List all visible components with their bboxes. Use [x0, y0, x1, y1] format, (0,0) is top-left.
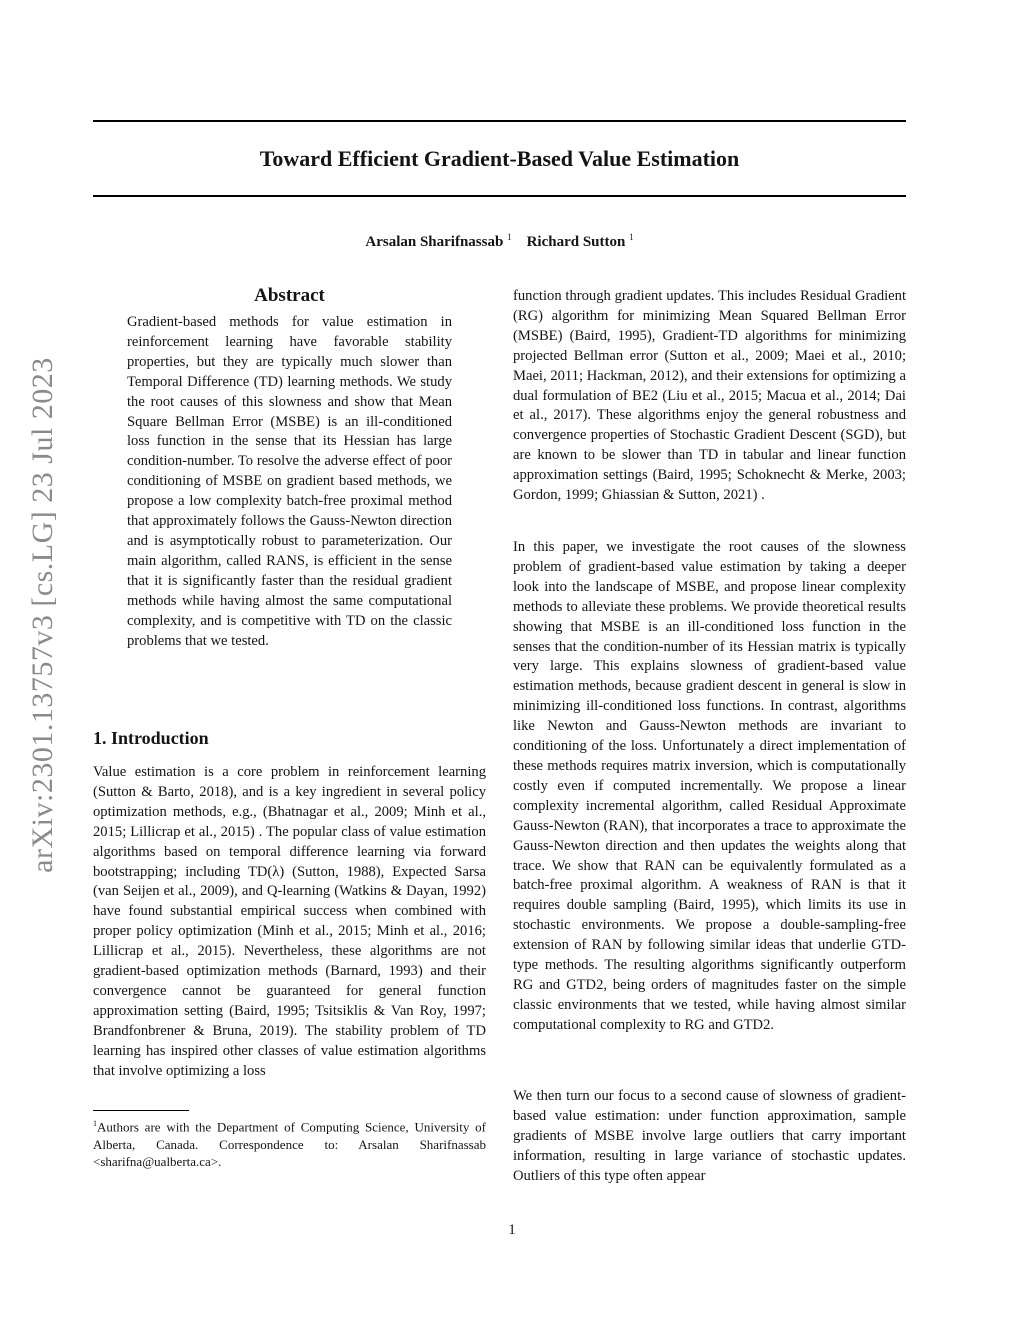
author-name: Arsalan Sharifnassab — [365, 234, 504, 250]
affiliation-mark: 1 — [629, 232, 634, 242]
body-paragraph: In this paper, we investigate the root causes of the slowness problem of gradient-based value estimation by taking a deeper look into the landscape of MSBE, and propose linear complexity methods to alleviate these problems. We provide theoretical results showing that MSBE is an ill-conditioned loss function in the senses that the condition-number of its Hessian matrix is typically very large. This explains slowness of gradient-based value estimation methods, because gradient descent in general is slow in minimizing ill-conditioned loss functions. In contrast, algorithms like Newton and Gauss-Newton methods are invariant to conditioning of the loss. Unfortunately a direct implementation of these methods requires matrix inversion, which is computationally costly even if computed incrementally. We propose a linear complexity incremental algorithm, called Residual Approximate Gauss-Newton (RAN), that incorporates a trace to approximate the Gauss-Newton direction and then updates the weights along that trace. We show that RAN can be equivalently formulated as a batch-free proximal algorithm. A weakness of RAN is that it requires double sampling (Baird, 1995), which limits its use in stochastic environments. We propose a double-sampling-free extension of RAN by following similar ideas that underlie GTD-type methods. The resulting algorithms significantly outperform RG and GTD2, being orders of magnitudes faster on the simple classic environments that we tested, while having almost similar computational complexity to RG and GTD2. — [513, 539, 906, 1033]
title-rule-top — [93, 120, 906, 122]
arxiv-identifier: arXiv:2301.13757v3 [cs.LG] 23 Jul 2023 — [26, 357, 59, 873]
body-paragraph: We then turn our focus to a second cause of slowness of gradient-based value estimation: under function approximation, sample gradients of MSBE involve large outliers that carry important information, resulting in large variance of stochastic updates. Outliers of this type often appear — [513, 1088, 906, 1184]
footnote — [93, 1115, 486, 1171]
footnote-text: Authors are with the Department of Computing Science, University of Alberta, Canada. Correspondence to: Arsalan Sharifnassab <sharifna@ualberta.ca>. — [93, 1119, 486, 1170]
title-rule-bottom — [93, 195, 906, 197]
abstract-text: Gradient-based methods for value estimation in reinforcement learning have favorable stability properties, but they are typically much slower than Temporal Difference (TD) learning methods. We study the root causes of this slowness and show that Mean Square Bellman Error (MSBE) is an ill-conditioned loss function in the sense that its Hessian has large condition-number. To resolve the adverse effect of poor conditioning of MSBE on gradient based methods, we propose a low complexity batch-free proximal method that approximately follows the Gauss-Newton direction and is asymptotically robust to parameterization. Our main algorithm, called RANS, is efficient in the sense that it is significantly faster than the residual gradient methods while having almost the same computational complexity, and is competitive with TD on the classic problems that we tested. — [127, 314, 452, 649]
author-name: Richard Sutton — [526, 234, 626, 250]
affiliation-mark: 1 — [507, 232, 512, 242]
body-paragraph: function through gradient updates. This includes Residual Gradient (RG) algorithm for minimizing Mean Squared Bellman Error (MSBE) (Baird, 1995), Gradient-TD algorithms for minimizing projected Bellman error (Sutton et al., 2009; Maei et al., 2010; Maei, 2011; Hackman, 2012), and their extensions for optimizing a dual formulation of BE2 (Liu et al., 2015; Macua et al., 2014; Dai et al., 2017). These algorithms enjoy the general robustness and convergence properties of Stochastic Gradient Descent (SGD), but are known to be slower than TD in tabular and linear function approximation settings (Baird, 1995; Schoknecht & Merke, 2003; Gordon, 1999; Ghiassian & Sutton, 2021) . — [513, 288, 906, 504]
page-number: 1 — [508, 1222, 516, 1238]
section-heading-introduction: 1. Introduction — [93, 728, 209, 748]
paper-title: Toward Efficient Gradient-Based Value Estimation — [259, 146, 740, 171]
author-line — [93, 232, 906, 251]
body-paragraph: Value estimation is a core problem in reinforcement learning (Sutton & Barto, 2018), and is a key ingredient in several policy optimization methods, e.g., (Bhatnagar et al., 2009; Minh et al., 2015; Lillicrap et al., 2015) . The popular class of value estimation algorithms based on temporal difference learning via forward bootstrapping; including TD(λ) (Sutton, 1988), Expected Sarsa (van Seijen et al., 2009), and Q-learning (Watkins & Dayan, 1992) have found substantial empirical success when combined with proper policy optimization (Minh et al., 2015; Minh et al., 2016; Lillicrap et al., 2015). Nevertheless, these algorithms are not gradient-based optimization methods (Barnard, 1993) and their convergence cannot be guaranteed for general function approximation setting (Baird, 1995; Tsitsiklis & Van Roy, 1997; Brandfonbrener & Bruna, 2019). The stability problem of TD learning has inspired other classes of value estimation algorithms that involve optimizing a loss — [93, 764, 486, 1079]
footnote-mark: 1 — [93, 1119, 97, 1128]
abstract-heading: Abstract — [254, 285, 325, 306]
footnote-rule — [93, 1110, 189, 1111]
